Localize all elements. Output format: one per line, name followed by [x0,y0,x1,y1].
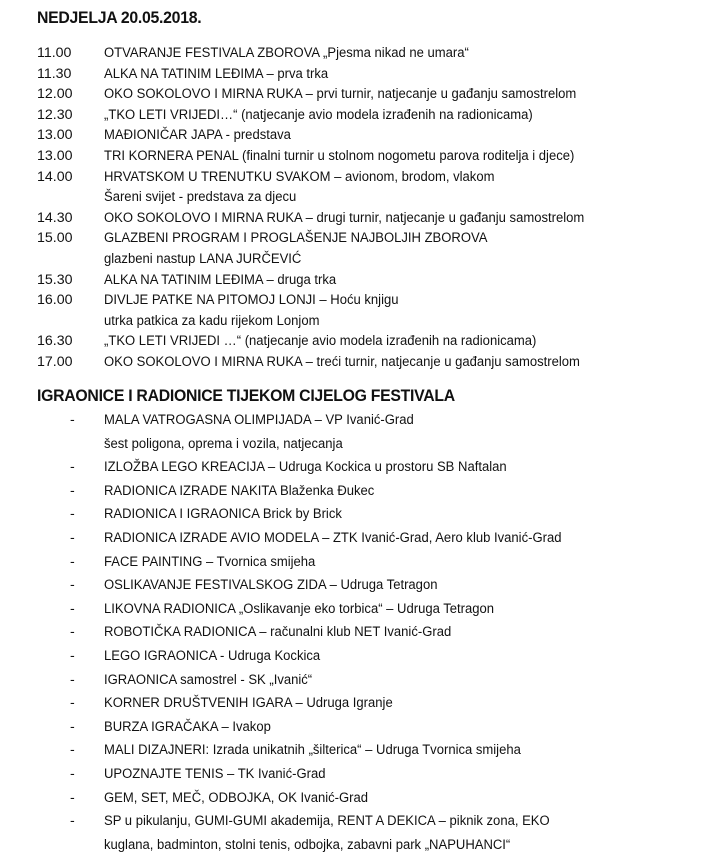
list-bullet: - [70,765,75,782]
schedule-row [37,125,717,146]
schedule-text: utrka patkica za kadu rijekom Lonjom [104,312,320,329]
schedule-text: ALKA NA TATINIM LEĐIMA – prva trka [104,65,329,82]
schedule-text: GLAZBENI PROGRAM I PROGLAŠENJE NAJBOLJIH ZBOROVA [104,230,488,247]
workshop-text: FACE PAINTING – Tvornica smijeha [104,553,316,570]
schedule-time: 11.00 [37,45,72,61]
list-bullet: - [70,412,75,428]
schedule-text: „TKO LETI VRIJEDI…“ (natjecanje avio modela izrađenih na radionicama) [104,106,533,123]
list-bullet: - [70,624,75,641]
schedule-text: ALKA NA TATINIM LEĐIMA – druga trka [104,271,337,288]
workshop-text: MALA VATROGASNA OLIMPIJADA – VP Ivanić-Grad [104,412,414,428]
workshop-text: UPOZNAJTE TENIS – TK Ivanić-Grad [104,765,326,782]
schedule-row [37,64,717,85]
schedule-time: 12.00 [37,86,73,103]
workshop-text: LIKOVNA RADIONICA „Oslikavanje eko torbica“ – Udruga Tetragon [104,600,495,617]
workshop-text: RADIONICA IZRADE AVIO MODELA – ZTK Ivanić-Grad, Aero klub Ivanić-Grad [104,529,562,546]
schedule-text: MAĐIONIČAR JAPA - predstava [104,127,291,144]
list-bullet: - [70,482,75,499]
workshop-item [0,503,717,527]
list-bullet: - [70,789,75,806]
schedule-text: OTVARANJE FESTIVALA ZBOROVA „Pjesma nikad ne umara“ [104,45,469,61]
workshop-item [0,574,717,598]
workshop-item [0,527,717,551]
workshops-list [0,409,717,857]
workshop-text: ROBOTIČKA RADIONICA – računalni klub NET Ivanić-Grad [104,624,452,641]
workshop-item [0,810,717,834]
workshop-text: RADIONICA I IGRAONICA Brick by Brick [104,506,342,523]
workshop-item [0,787,717,811]
list-bullet: - [70,506,75,523]
schedule-row [37,249,717,270]
workshop-text: RADIONICA IZRADE NAKITA Blaženka Đukec [104,482,375,499]
schedule-time: 16.30 [37,333,73,350]
workshop-item [0,692,717,716]
list-bullet: - [70,577,75,594]
schedule-row [37,105,717,126]
page-title: NEDJELJA 20.05.2018. [37,8,202,27]
workshop-text: LEGO IGRAONICA - Udruga Kockica [104,647,321,664]
schedule-row [37,146,717,167]
schedule-row [37,187,717,208]
schedule-text: OKO SOKOLOVO I MIRNA RUKA – prvi turnir, natjecanje u gađanju samostrelom [104,86,577,103]
schedule-time: 14.00 [37,168,73,185]
workshop-text: šest poligona, oprema i vozila, natjecanja [104,435,343,452]
list-bullet: - [70,459,75,476]
schedule-text: HRVATSKOM U TRENUTKU SVAKOM – avionom, brodom, vlakom [104,168,495,185]
list-bullet: - [70,600,75,617]
schedule-time: 14.30 [37,209,73,226]
schedule-row [37,311,717,332]
list-bullet: - [70,718,75,735]
schedule-list [37,43,717,373]
workshop-item [0,834,717,858]
workshop-item [0,716,717,740]
schedule-row [37,84,717,105]
schedule-row [37,352,717,373]
workshop-text: kuglana, badminton, stolni tenis, odbojka, zabavni park „NAPUHANCI“ [104,836,511,853]
workshop-text: MALI DIZAJNERI: Izrada unikatnih „šilterica“ – Udruga Tvornica smijeha [104,742,521,759]
workshop-item [0,433,717,457]
schedule-row [37,331,717,352]
workshop-item [0,480,717,504]
workshops-heading: IGRAONICE I RADIONICE TIJEKOM CIJELOG FESTIVALA [37,386,455,405]
list-bullet: - [70,742,75,759]
list-bullet: - [70,695,75,712]
workshop-item [0,409,717,433]
workshop-text: KORNER DRUŠTVENIH IGARA – Udruga Igranje [104,695,393,712]
workshop-text: BURZA IGRAČAKA – Ivakop [104,718,271,735]
workshop-item [0,763,717,787]
list-bullet: - [70,813,75,830]
schedule-time: 15.00 [37,230,73,247]
list-bullet: - [70,529,75,546]
schedule-text: glazbeni nastup LANA JURČEVIĆ [104,250,302,267]
list-bullet: - [70,553,75,570]
schedule-row [37,208,717,229]
schedule-text: Šareni svijet - predstava za djecu [104,189,297,206]
workshop-text: GEM, SET, MEČ, ODBOJKA, OK Ivanić-Grad [104,789,369,806]
schedule-time: 17.00 [37,353,73,370]
schedule-time: 12.30 [37,106,73,123]
schedule-row [37,270,717,291]
schedule-text: TRI KORNERA PENAL (finalni turnir u stolnom nogometu parova roditelja i djece) [104,147,575,164]
schedule-text: DIVLJE PATKE NA PITOMOJ LONJI – Hoću knjigu [104,292,399,309]
workshop-item [0,621,717,645]
schedule-row [37,43,717,64]
schedule-row [37,290,717,311]
workshop-item [0,669,717,693]
workshop-item [0,456,717,480]
schedule-row [37,228,717,249]
workshop-text: OSLIKAVANJE FESTIVALSKOG ZIDA – Udruga Tetragon [104,577,438,594]
workshop-item [0,739,717,763]
schedule-time: 13.00 [37,127,73,144]
schedule-time: 11.30 [37,65,72,82]
schedule-text: OKO SOKOLOVO I MIRNA RUKA – treći turnir, natjecanje u gađanju samostrelom [104,353,580,370]
workshop-item [0,645,717,669]
workshop-item [0,551,717,575]
schedule-row [37,167,717,188]
workshop-text: SP u pikulanju, GUMI-GUMI akademija, RENT A DEKICA – piknik zona, EKO [104,813,550,830]
workshop-text: IGRAONICA samostrel - SK „Ivanić“ [104,671,313,688]
workshop-item [0,598,717,622]
list-bullet: - [70,647,75,664]
schedule-time: 13.00 [37,147,73,164]
schedule-time: 15.30 [37,271,73,288]
list-bullet: - [70,671,75,688]
schedule-text: OKO SOKOLOVO I MIRNA RUKA – drugi turnir, natjecanje u gađanju samostrelom [104,209,585,226]
workshop-text: IZLOŽBA LEGO KREACIJA – Udruga Kockica u prostoru SB Naftalan [104,459,507,476]
schedule-text: „TKO LETI VRIJEDI …“ (natjecanje avio modela izrađenih na radionicama) [104,333,537,350]
schedule-time: 16.00 [37,292,73,309]
